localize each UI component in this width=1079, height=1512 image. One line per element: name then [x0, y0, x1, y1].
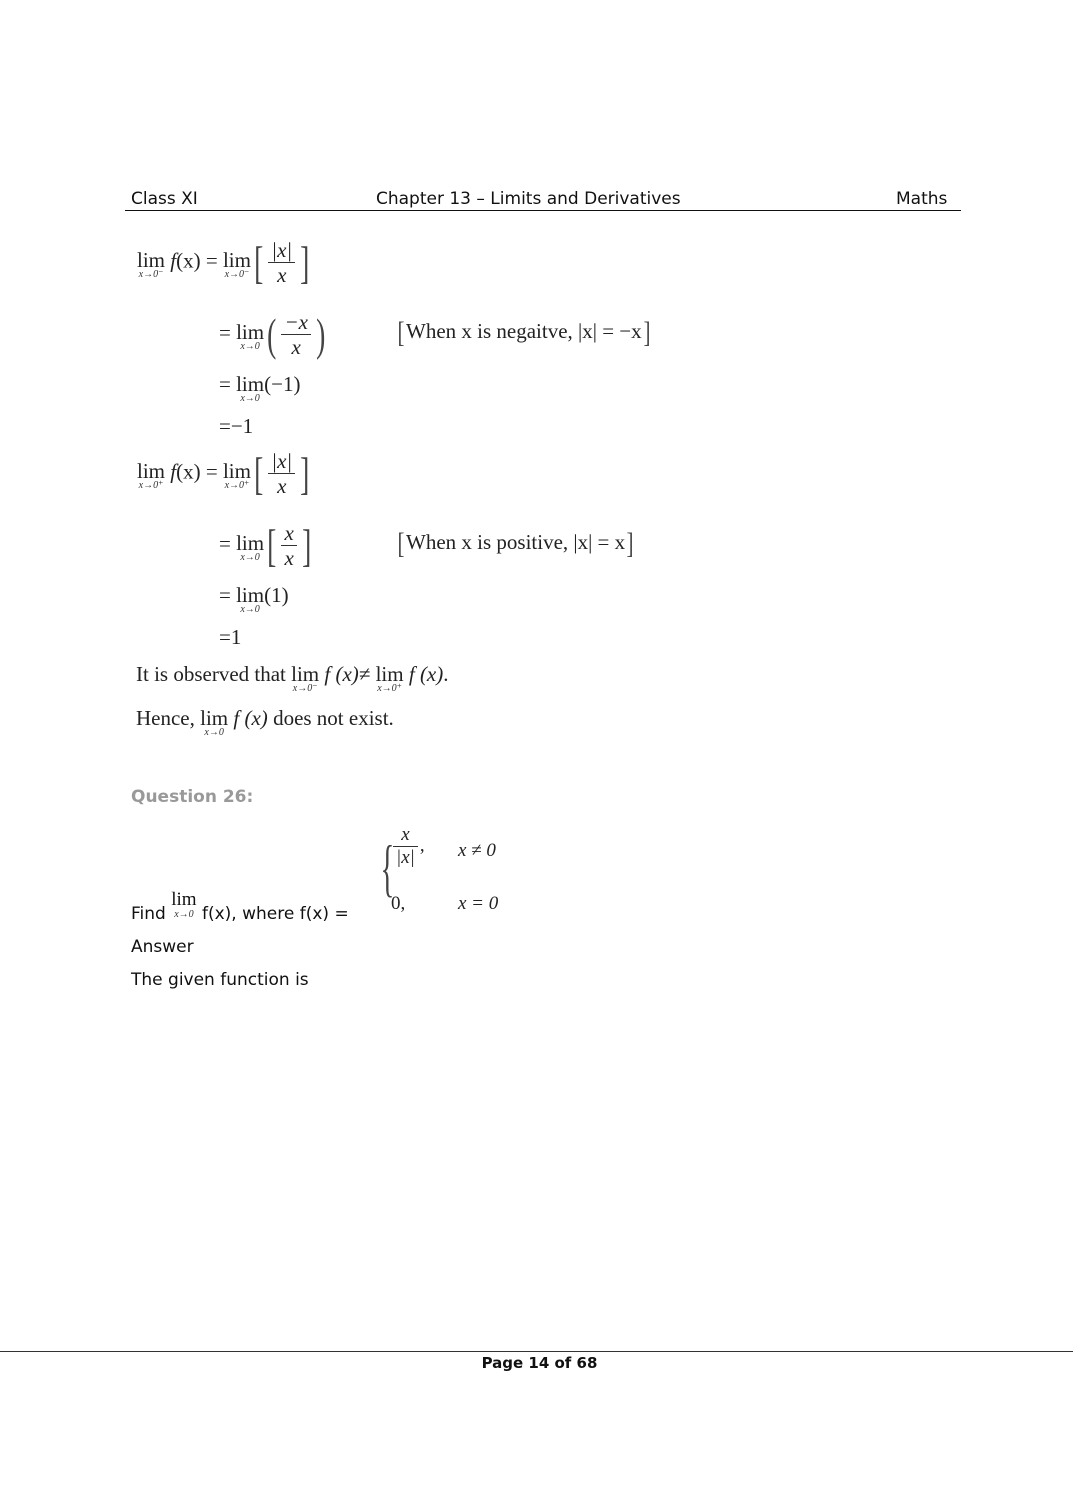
footer-divider — [0, 1351, 1073, 1352]
left-brace: { — [380, 832, 395, 903]
lim-operator: lim x→0 — [200, 706, 229, 738]
lim-operator: lim x→0 — [236, 583, 265, 615]
question-heading: Question 26: — [131, 787, 254, 807]
math-right-limit-result: =1 — [219, 625, 242, 649]
lim-operator: lim x→0 — [236, 531, 265, 564]
piecewise-case1-value: $\frac{x}{|x|}$ , — [391, 824, 425, 869]
lim-operator: lim x→0⁻ — [137, 248, 166, 281]
lim-operator: lim x→0⁻ — [291, 662, 320, 694]
piecewise-case1-condition: x ≠ 0 — [458, 840, 496, 861]
piecewise-case2-value: 0, — [391, 893, 406, 914]
lim-operator: lim x→0 — [236, 372, 265, 404]
page-number: Page 14 of 68 — [481, 1354, 598, 1372]
math-right-limit-line2: = lim x→0 [ $\frac{x}{x}$ ] — [219, 519, 312, 571]
note-positive: [When x is positive, |x| = x] — [397, 527, 634, 560]
math-right-limit-line3: = lim x→0 (1) — [219, 583, 289, 615]
math-right-limit-line1: lim x→0⁺ f(x) = lim x→0⁺ [ $\frac{|x|}{x}$ ] — [137, 447, 310, 499]
math-left-limit-result: =−1 — [219, 414, 254, 438]
question-text: Find lim x→0 f(x), where f(x) = — [131, 889, 349, 924]
fraction: $\frac{|x|}{x}$ — [268, 238, 295, 287]
piecewise-function — [380, 820, 520, 930]
header-chapter: Chapter 13 – Limits and Derivatives — [376, 189, 681, 209]
math-left-limit-line1: lim x→0⁻ f(x) = lim x→0⁻ [ $\frac{|x|}{x}$ ] — [137, 236, 310, 288]
math-left-limit-line3: = lim x→0 (−1) — [219, 372, 301, 404]
fraction: $\frac{|x|}{x}$ — [268, 449, 295, 498]
fraction: $\frac{-x}{x}$ — [281, 310, 311, 359]
lim-operator: lim x→0⁻ — [222, 248, 251, 281]
lim-operator: lim x→0⁺ — [222, 459, 251, 492]
note-negative: [When x is negaitve, |x| = −x] — [397, 316, 651, 349]
math-left-limit-line2: = lim x→0 ( $\frac{-x}{x}$ ) — [219, 308, 326, 360]
lim-operator: lim x→0⁺ — [137, 459, 166, 492]
header-class: Class XI — [131, 189, 198, 209]
lim-operator: lim x→0 — [171, 889, 197, 920]
fraction: $\frac{x}{x}$ — [281, 521, 296, 570]
conclusion-observed: It is observed that lim x→0⁻ f (x)≠ lim x→0⁺ f (x). — [136, 662, 449, 694]
answer-text: The given function is — [131, 970, 309, 990]
header-subject: Maths — [896, 189, 948, 209]
header-divider — [125, 210, 961, 211]
piecewise-case2-condition: x = 0 — [458, 893, 499, 914]
conclusion-hence: Hence, lim x→0 f (x) does not exist. — [136, 706, 394, 738]
answer-label: Answer — [131, 937, 194, 957]
lim-operator: lim x→0 — [236, 320, 265, 353]
lim-operator: lim x→0⁺ — [375, 662, 404, 694]
